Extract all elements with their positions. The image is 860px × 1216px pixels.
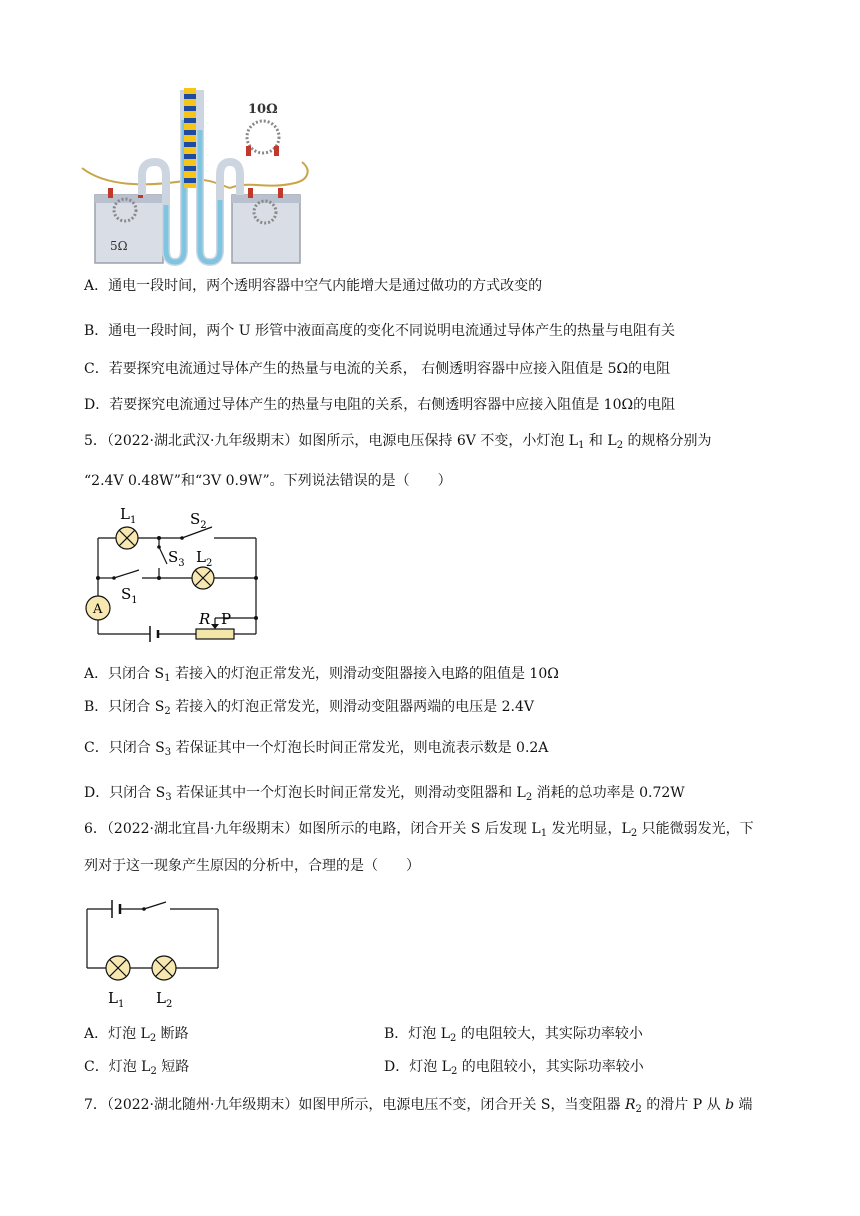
q5-stem-line1: 5．（2022·湖北武汉·九年级期末）如图所示，电源电压保持 6V 不变，小灯泡 $L_1$ 和 $L_2$ 的规格分别为 <box>84 433 712 451</box>
q4-option-a: A．通电一段时间，两个透明容器中空气内能增大是通过做功的方式改变的 <box>84 278 543 294</box>
svg-text:S2: $S_2$ <box>190 510 207 531</box>
q4-option-b: B．通电一段时间，两个 U 形管中液面高度的变化不同说明电流通过导体产生的热量与电阻有关 <box>84 323 675 339</box>
q6-option-d: D．灯泡 $L_2$ 的电阻较小，其实际功率较小 <box>384 1059 644 1077</box>
q6-stem-line2: 列对于这一现象产生原因的分析中，合理的是（ ） <box>84 858 420 874</box>
q5-circuit-figure <box>84 500 264 645</box>
lamp-l2-label: L <box>196 548 206 566</box>
q6-option-a: A．灯泡 $L_2$ 断路 <box>84 1026 189 1044</box>
q6-lamp-l2-label: L <box>156 989 166 1007</box>
switch-s2-label: S <box>190 510 201 528</box>
q5-option-d: D．只闭合 $S_3$ 若保证其中一个灯泡长时间正常发光，则滑动变阻器和 $L_2$ 消耗的总功率是 0.72W <box>84 785 685 803</box>
resistor-10-label: 10Ω <box>248 102 278 117</box>
q5-option-b: B．只闭合 $S_2$ 若接入的灯泡正常发光，则滑动变阻器两端的电压是 2.4V <box>84 699 534 717</box>
svg-text:S3: $S_3$ <box>168 548 185 569</box>
resistor-5-label: 5Ω <box>110 239 128 253</box>
svg-text:L1: $L_1$ <box>108 989 125 1010</box>
slider-p-label: P <box>221 610 232 628</box>
ammeter-label: A <box>93 602 103 617</box>
q4-option-c: C．若要探究电流通过导体产生的热量与电流的关系， 右侧透明容器中应接入阻值是 5Ω的电阻 <box>84 361 671 377</box>
lamp-l1-label: L <box>120 505 130 523</box>
q6-stem-line1: 6．（2022·湖北宜昌·九年级期末）如图所示的电路，闭合开关 S 后发现 $L_1$ 发光明显，$L_2$ 只能微弱发光，下 <box>84 821 754 839</box>
q6-circuit-figure <box>84 895 224 1010</box>
q5-stem-line2: “2.4V 0.48W”和“3V 0.9W”。下列说法错误的是（ ） <box>84 473 452 489</box>
rheostat-label: R <box>199 610 211 628</box>
q7-stem-line1: 7．（2022·湖北随州·九年级期末）如图甲所示，电源电压不变，闭合开关 S，当变阻器 $R_2$ 的滑片 P 从 b 端 <box>84 1097 753 1115</box>
switch-s3-label: S <box>168 548 179 566</box>
joule-heat-apparatus-figure <box>80 80 320 265</box>
switch-s1-label: S <box>121 585 132 603</box>
svg-text:L2: $L_2$ <box>156 989 173 1010</box>
q5-option-a: A．只闭合 $S_1$ 若接入的灯泡正常发光，则滑动变阻器接入电路的阻值是 10Ω <box>84 666 559 684</box>
q4-option-d: D．若要探究电流通过导体产生的热量与电阻的关系，右侧透明容器中应接入阻值是 10Ω的电阻 <box>84 397 676 413</box>
svg-text:L1: $L_1$ <box>120 505 137 526</box>
q6-option-c: C．灯泡 $L_2$ 短路 <box>84 1059 190 1077</box>
svg-text:S1: $S_1$ <box>121 585 138 606</box>
q6-option-b: B．灯泡 $L_2$ 的电阻较大，其实际功率较小 <box>384 1026 643 1044</box>
q5-option-c: C．只闭合 $S_3$ 若保证其中一个灯泡长时间正常发光，则电流表示数是 0.2A <box>84 740 549 758</box>
q6-lamp-l1-label: L <box>108 989 118 1007</box>
svg-text:L2: $L_2$ <box>196 548 213 569</box>
